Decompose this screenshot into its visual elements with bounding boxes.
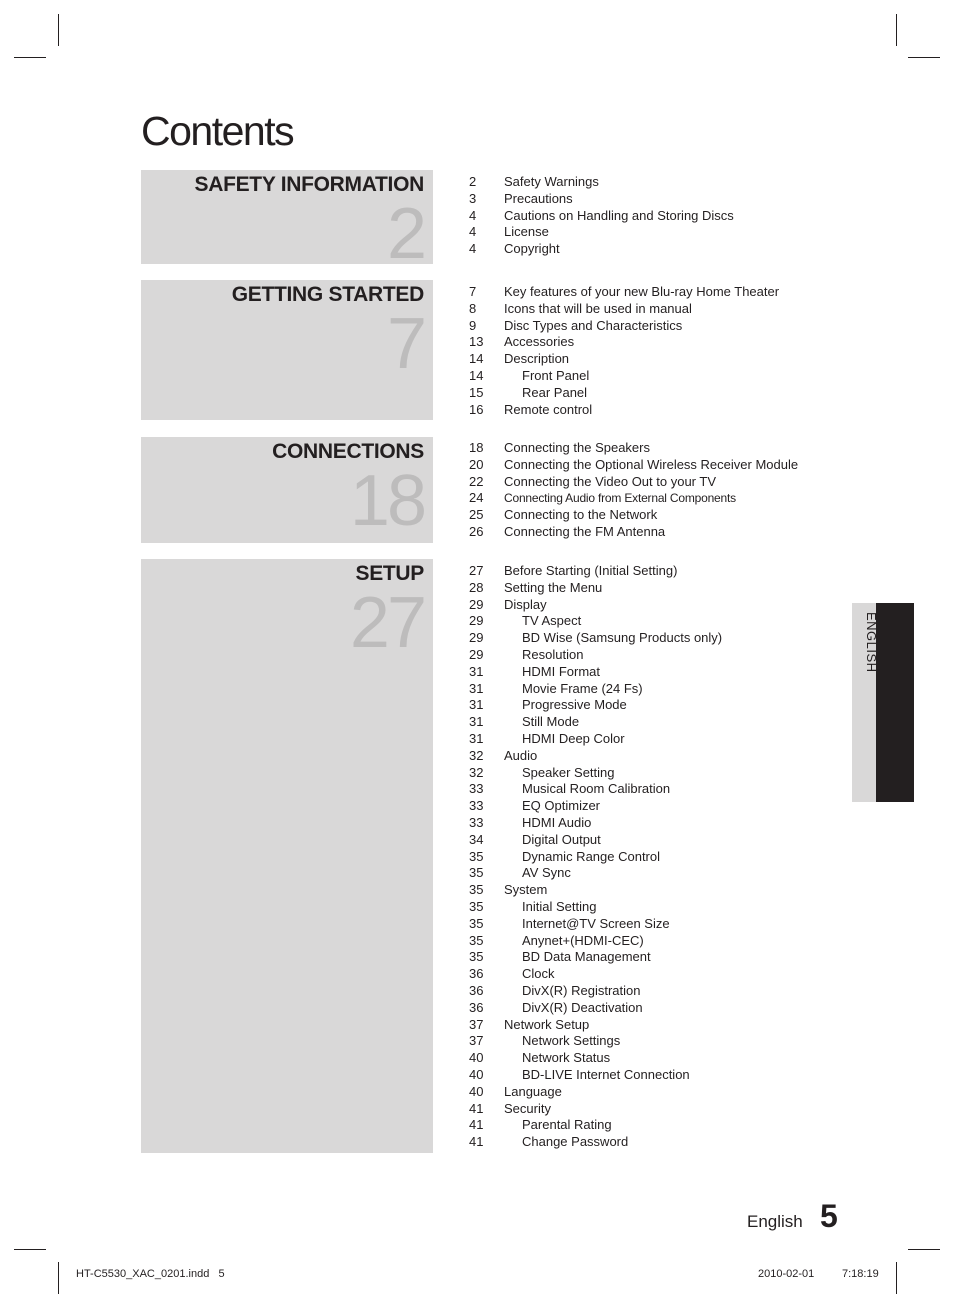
section-page-number: 18 (349, 461, 424, 541)
toc-entry-label: HDMI Deep Color (522, 730, 625, 746)
toc-entry-label: Display (504, 596, 547, 612)
toc-entry-label: Network Settings (522, 1033, 621, 1049)
section-title: GETTING STARTED (231, 283, 424, 306)
section-title: SETUP (355, 562, 424, 585)
toc-entry-label: DivX(R) Registration (522, 982, 641, 998)
toc-entry-label: Description (504, 351, 570, 367)
toc-entry-page: 8 (469, 300, 477, 316)
toc-entry-page: 7 (469, 284, 477, 299)
crop-mark (896, 14, 897, 46)
toc-entry-page: 41 (469, 1100, 484, 1116)
crop-mark (58, 14, 59, 46)
toc-entry-page: 16 (469, 401, 484, 417)
toc-entry-label: Network Setup (504, 1016, 590, 1032)
toc-entry-label: Connecting the FM Antenna (504, 523, 666, 539)
toc-entry-page: 14 (469, 367, 484, 383)
toc-entry-page: 20 (469, 456, 484, 472)
toc-entry-page: 32 (469, 747, 484, 763)
toc-entry-label: Initial Setting (522, 898, 597, 914)
toc-entry-label: License (504, 224, 549, 240)
toc-entry-label: System (504, 882, 548, 898)
toc-entry-label: Parental Rating (522, 1117, 612, 1133)
toc-entry-page: 31 (469, 730, 484, 746)
toc-entry-page: 27 (469, 563, 484, 578)
footer-page-number: 5 (820, 1198, 838, 1234)
toc-entry-label: Precautions (504, 190, 573, 206)
crop-mark (896, 1262, 897, 1294)
toc-entry-label: Progressive Mode (522, 697, 627, 713)
toc-entry-page: 36 (469, 966, 484, 982)
toc-entry-label: Safety Warnings (504, 174, 599, 189)
slug-time: 7:18:19 (842, 1268, 879, 1280)
crop-mark (14, 57, 46, 58)
toc-entry-page: 35 (469, 915, 484, 931)
toc-entry-page: 36 (469, 999, 484, 1015)
toc-entry-page: 29 (469, 613, 484, 629)
toc-entry-page: 40 (469, 1083, 484, 1099)
toc-entry-label: Before Starting (Initial Setting) (504, 563, 678, 578)
toc-entry-label: BD Wise (Samsung Products only) (522, 630, 723, 646)
toc-entry-label: Icons that will be used in manual (504, 300, 692, 316)
toc-entry-page: 14 (469, 351, 484, 367)
toc-entry-page: 36 (469, 982, 484, 998)
toc-entry-label: Rear Panel (522, 384, 588, 400)
toc-entry-page: 26 (469, 523, 484, 539)
toc-entry-label: Network Status (522, 1050, 611, 1066)
language-tab-bar (876, 603, 914, 802)
toc-entry-label: Setting the Menu (504, 579, 603, 595)
toc-entry-label: Resolution (522, 646, 584, 662)
toc-entry-label: HDMI Audio (522, 814, 592, 830)
toc-entry-page: 29 (469, 646, 484, 662)
toc-entry-label: Accessories (504, 334, 575, 350)
toc-entry-label: Connecting Audio from External Components (504, 491, 736, 506)
toc-entry-page: 35 (469, 882, 484, 898)
toc-entry-page: 3 (469, 190, 477, 206)
page-title: Contents (141, 108, 294, 154)
toc-entry-page: 31 (469, 714, 484, 730)
toc-entry-page: 35 (469, 865, 484, 881)
toc-entry-page: 31 (469, 663, 484, 679)
footer-language: English (747, 1212, 803, 1231)
toc-entry-page: 4 (469, 207, 477, 223)
section-box-setup (141, 559, 433, 1153)
toc-entry-label: Connecting the Optional Wireless Receiver Module (504, 456, 799, 472)
toc-entry-label: Speaker Setting (522, 764, 615, 780)
toc-entry-page: 40 (469, 1066, 484, 1082)
toc-entry-label: Key features of your new Blu-ray Home Theater (504, 284, 780, 299)
toc-entry-page: 35 (469, 898, 484, 914)
toc-entry-label: Connecting the Video Out to your TV (504, 473, 716, 489)
section-title: SAFETY INFORMATION (194, 173, 424, 196)
toc-entry-page: 35 (469, 949, 484, 965)
toc-entry-label: Dynamic Range Control (522, 848, 661, 864)
toc-entry-page: 4 (469, 241, 477, 257)
toc-entry-label: Cautions on Handling and Storing Discs (504, 207, 734, 223)
toc-entry-page: 40 (469, 1050, 484, 1066)
toc-entry-page: 37 (469, 1033, 484, 1049)
toc-entry-label: Change Password (522, 1134, 629, 1150)
toc-entry-label: Internet@TV Screen Size (522, 915, 670, 931)
toc-entry-label: Audio (504, 747, 538, 763)
toc-entry-label: BD Data Management (522, 949, 651, 965)
language-tab-label: ENGLISH (864, 612, 879, 673)
toc-entry-page: 33 (469, 781, 484, 797)
toc-entry-page: 18 (469, 440, 484, 455)
toc-entry-page: 25 (469, 507, 484, 523)
toc-entry-label: BD-LIVE Internet Connection (522, 1066, 690, 1082)
toc-entry-label: Front Panel (522, 367, 590, 383)
toc-entry-label: Still Mode (522, 714, 580, 730)
toc-entry-label: Clock (522, 966, 555, 982)
toc-entry-label: Security (504, 1100, 551, 1116)
toc-entry-label: Remote control (504, 401, 593, 417)
crop-mark (908, 57, 940, 58)
toc-entry-page: 37 (469, 1016, 484, 1032)
toc-entry-label: Anynet+(HDMI-CEC) (522, 932, 644, 948)
crop-mark (58, 1262, 59, 1294)
toc-entry-page: 35 (469, 848, 484, 864)
toc-entry-label: Movie Frame (24 Fs) (522, 680, 643, 696)
toc-entry-page: 13 (469, 334, 484, 350)
toc-entry-label: HDMI Format (522, 663, 600, 679)
crop-mark (14, 1249, 46, 1250)
toc-entry-label: Connecting the Speakers (504, 440, 650, 455)
toc-entry-page: 41 (469, 1134, 484, 1150)
toc-entry-page: 29 (469, 596, 484, 612)
toc-entry-page: 4 (469, 224, 477, 240)
toc-entry-page: 29 (469, 630, 484, 646)
slug-date: 2010-02-01 (758, 1268, 815, 1280)
section-page-number: 2 (386, 194, 424, 274)
section-page-number: 7 (386, 304, 424, 384)
toc-entry-page: 9 (469, 317, 477, 333)
toc-entry-label: Digital Output (522, 831, 601, 847)
toc-entry-label: Connecting to the Network (504, 507, 658, 523)
toc-entry-page: 32 (469, 764, 484, 780)
toc-entry-page: 31 (469, 680, 484, 696)
toc-entry-page: 33 (469, 814, 484, 830)
toc-entry-page: 22 (469, 473, 484, 489)
toc-entry-label: Copyright (504, 241, 560, 257)
toc-entry-page: 34 (469, 831, 484, 847)
slug-filename: HT-C5530_XAC_0201.indd 5 (76, 1268, 225, 1280)
toc-entry-page: 35 (469, 932, 484, 948)
toc-entry-label: TV Aspect (522, 613, 582, 629)
toc-entry-page: 15 (469, 384, 484, 400)
toc-entry-label: DivX(R) Deactivation (522, 999, 643, 1015)
toc-entry-page: 28 (469, 579, 484, 595)
toc-entry-page: 41 (469, 1117, 484, 1133)
section-box-getting-started (141, 280, 433, 420)
toc-entry-label: AV Sync (522, 865, 571, 881)
section-box-connections (141, 437, 433, 543)
toc-entry-label: Musical Room Calibration (522, 781, 671, 797)
toc-entry-page: 31 (469, 697, 484, 713)
toc-entry-label: Language (504, 1083, 562, 1099)
section-title: CONNECTIONS (272, 440, 424, 463)
toc-entry-label: Disc Types and Characteristics (504, 317, 683, 333)
crop-mark (908, 1249, 940, 1250)
toc-entry-page: 24 (469, 490, 484, 506)
section-box-safety-information (141, 170, 433, 274)
section-page-number: 27 (349, 583, 424, 663)
toc-entry-page: 33 (469, 798, 484, 814)
toc-entry-label: EQ Optimizer (522, 798, 601, 814)
toc-entry-page: 2 (469, 174, 477, 189)
